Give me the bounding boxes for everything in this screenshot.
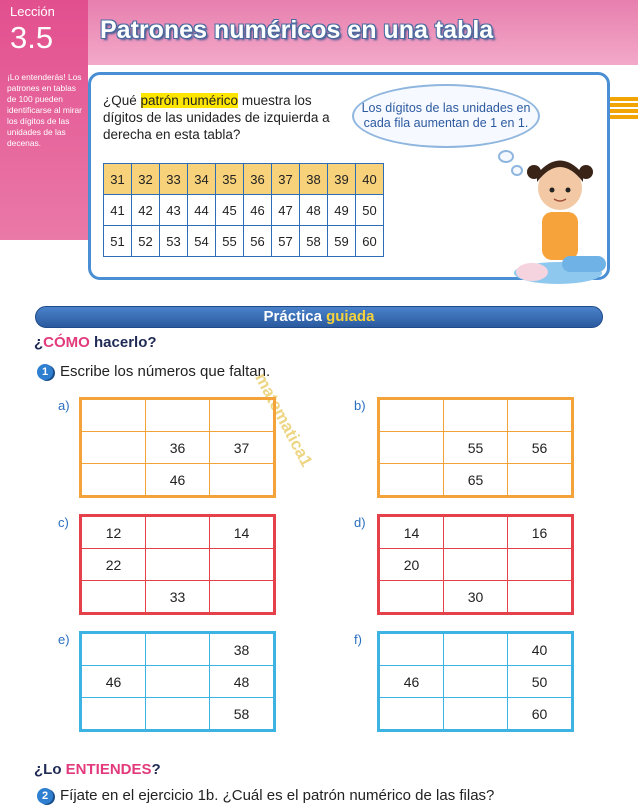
- table-cell: 41: [104, 195, 132, 226]
- blank-cell: [146, 666, 210, 698]
- blank-cell: [444, 549, 508, 581]
- table-cell: 14: [210, 516, 275, 549]
- table-cell: 34: [188, 164, 216, 195]
- blank-cell: [81, 399, 146, 432]
- how-heading: ¿CÓMO hacerlo?: [34, 334, 157, 351]
- table-cell: 48: [300, 195, 328, 226]
- table-cell: 33: [160, 164, 188, 195]
- exercise-number-badge: 2: [37, 788, 53, 804]
- blank-cell: [508, 549, 573, 581]
- table-cell: 43: [160, 195, 188, 226]
- blank-cell: [146, 633, 210, 666]
- blank-cell: [444, 633, 508, 666]
- blank-cell: [508, 464, 573, 497]
- table-cell: 31: [104, 164, 132, 195]
- table-cell: 38: [300, 164, 328, 195]
- watermark: matematica1: [251, 370, 317, 470]
- understand-heading: ¿Lo ENTIENDES?: [34, 761, 161, 778]
- table-cell: 52: [132, 226, 160, 257]
- table-cell: 57: [272, 226, 300, 257]
- exercise-table-d: [377, 514, 574, 615]
- table-cell: 20: [379, 549, 444, 581]
- table-cell: 46: [146, 464, 210, 497]
- exercise-table-e: [79, 631, 276, 732]
- lesson-label: Lección: [10, 4, 55, 19]
- table-cell: 38: [210, 633, 275, 666]
- intro-question: ¿Qué patrón numérico muestra los dígitos de las unidades de izquierda a derecha en esta tabla?: [103, 93, 330, 142]
- blank-cell: [81, 432, 146, 464]
- table-cell: 45: [216, 195, 244, 226]
- table-cell: 12: [81, 516, 146, 549]
- blank-cell: [210, 464, 275, 497]
- girl-illustration: [510, 152, 610, 286]
- blank-cell: [81, 581, 146, 614]
- table-cell: 59: [328, 226, 356, 257]
- hundred-chart-table: [103, 163, 384, 257]
- table-cell: 16: [508, 516, 573, 549]
- blank-cell: [379, 464, 444, 497]
- blank-cell: [508, 581, 573, 614]
- table-cell: 60: [356, 226, 384, 257]
- blank-cell: [444, 698, 508, 731]
- highlight-term: patrón numérico: [140, 93, 239, 108]
- table-cell: 36: [244, 164, 272, 195]
- table-cell: 46: [244, 195, 272, 226]
- table-cell: 30: [444, 581, 508, 614]
- blank-cell: [444, 399, 508, 432]
- blank-cell: [444, 516, 508, 549]
- page-title: Patrones numéricos en una tabla: [100, 16, 494, 44]
- side-note: ¡Lo entenderás! Los patrones en tablas de 100 pueden identificarse al mirar los dígitos de las unidades de las decenas.: [7, 72, 82, 148]
- table-cell: 32: [132, 164, 160, 195]
- table-cell: 44: [188, 195, 216, 226]
- table-cell: 36: [146, 432, 210, 464]
- blank-cell: [379, 399, 444, 432]
- table-cell: 53: [160, 226, 188, 257]
- blank-cell: [146, 516, 210, 549]
- table-cell: 51: [104, 226, 132, 257]
- table-cell: 50: [508, 666, 573, 698]
- blank-cell: [146, 399, 210, 432]
- blank-cell: [379, 581, 444, 614]
- table-cell: 46: [379, 666, 444, 698]
- table-cell: 40: [508, 633, 573, 666]
- blank-cell: [81, 698, 146, 731]
- table-cell: 39: [328, 164, 356, 195]
- table-cell: 33: [146, 581, 210, 614]
- exercise-number-badge: 1: [37, 364, 53, 380]
- exercise-label: d): [354, 515, 366, 530]
- table-cell: 60: [508, 698, 573, 731]
- table-cell: 65: [444, 464, 508, 497]
- exercise-table-a: [79, 397, 276, 498]
- table-cell: 49: [328, 195, 356, 226]
- blank-cell: [210, 399, 275, 432]
- blank-cell: [444, 666, 508, 698]
- exercise-instruction: Escribe los números que faltan.: [60, 363, 271, 380]
- table-cell: 50: [356, 195, 384, 226]
- exercise-table-f: [377, 631, 574, 732]
- blank-cell: [508, 399, 573, 432]
- blank-cell: [81, 464, 146, 497]
- table-cell: 42: [132, 195, 160, 226]
- table-cell: 54: [188, 226, 216, 257]
- exercise-label: c): [58, 515, 69, 530]
- table-cell: 14: [379, 516, 444, 549]
- table-cell: 56: [244, 226, 272, 257]
- table-cell: 47: [272, 195, 300, 226]
- section-bar-guided-practice: Práctica guiada: [35, 306, 603, 328]
- table-cell: 37: [272, 164, 300, 195]
- table-cell: 58: [300, 226, 328, 257]
- blank-cell: [210, 549, 275, 581]
- table-cell: 22: [81, 549, 146, 581]
- blank-cell: [379, 698, 444, 731]
- blank-cell: [379, 633, 444, 666]
- table-cell: 55: [444, 432, 508, 464]
- blank-cell: [146, 549, 210, 581]
- table-cell: 37: [210, 432, 275, 464]
- exercise-label: e): [58, 632, 70, 647]
- table-cell: 35: [216, 164, 244, 195]
- exercise-label: b): [354, 398, 366, 413]
- exercise-table-c: [79, 514, 276, 615]
- blank-cell: [379, 432, 444, 464]
- table-cell: 56: [508, 432, 573, 464]
- table-cell: 55: [216, 226, 244, 257]
- table-cell: 40: [356, 164, 384, 195]
- table-cell: 58: [210, 698, 275, 731]
- thought-bubble: Los dígitos de las unidades en cada fila aumentan de 1 en 1.: [352, 84, 540, 148]
- exercise-2-question: Fíjate en el ejercicio 1b. ¿Cuál es el patrón numérico de las filas?: [60, 787, 495, 804]
- blank-cell: [81, 633, 146, 666]
- table-cell: 48: [210, 666, 275, 698]
- blank-cell: [146, 698, 210, 731]
- exercise-label: f): [354, 632, 362, 647]
- table-cell: 46: [81, 666, 146, 698]
- lesson-number: 3.5: [10, 20, 54, 55]
- blank-cell: [210, 581, 275, 614]
- exercise-label: a): [58, 398, 70, 413]
- exercise-table-b: [377, 397, 574, 498]
